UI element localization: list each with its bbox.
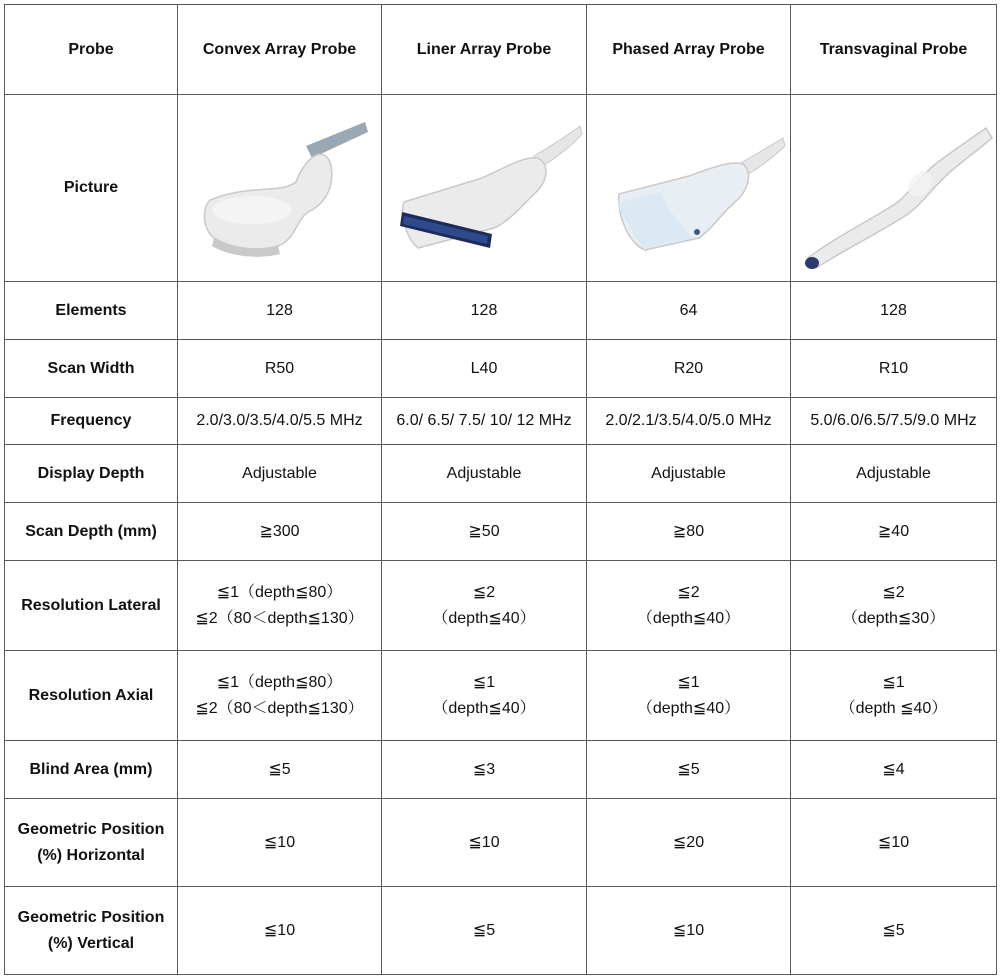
cell-value-line: ≦20 xyxy=(672,833,705,851)
header-row xyxy=(5,5,997,95)
cell-value-line: L40 xyxy=(470,359,498,377)
cell-value-line: R10 xyxy=(878,359,909,377)
cell-elements-transvaginal xyxy=(791,282,997,340)
row-label-line: Geometric Position xyxy=(17,820,165,838)
cell-blind-area-mm-transvaginal xyxy=(791,741,997,799)
picture-row-label: Picture xyxy=(5,95,178,282)
row-label-scan-depth-mm xyxy=(5,503,178,561)
picture-cell-phased xyxy=(587,95,791,282)
cell-value-line: ≧40 xyxy=(877,522,910,540)
cell-value-line: 64 xyxy=(679,301,698,319)
header-transvaginal-probe: Transvaginal Probe xyxy=(791,5,997,95)
cell-value-line: ≦5 xyxy=(677,760,700,778)
row-label-line: Scan Width xyxy=(47,359,135,377)
cell-display-depth-linear xyxy=(382,445,587,503)
header-convex-array-probe: Convex Array Probe xyxy=(178,5,382,95)
row-label-line: Resolution Lateral xyxy=(21,596,161,614)
cell-geometric-position-vertical-transvaginal xyxy=(791,887,997,975)
row-label-line: Display Depth xyxy=(37,464,145,482)
cell-value-line: ≦3 xyxy=(472,760,496,778)
cell-value-line: ≦1 xyxy=(882,673,905,691)
row-label-line: Geometric Position xyxy=(17,908,165,926)
cell-value-line: R50 xyxy=(264,359,295,377)
cell-scan-width-phased xyxy=(587,340,791,398)
cell-geometric-position-horizontal-linear xyxy=(382,799,587,887)
cell-scan-width-linear xyxy=(382,340,587,398)
cell-value-line: 128 xyxy=(470,301,498,319)
cell-value-line: ≦1 xyxy=(472,673,496,691)
cell-display-depth-convex xyxy=(178,445,382,503)
cell-display-depth-transvaginal xyxy=(791,445,997,503)
picture-row xyxy=(5,95,997,282)
cell-value-line: ≧300 xyxy=(259,522,300,540)
cell-elements-linear xyxy=(382,282,587,340)
row-label-geometric-position-vertical xyxy=(5,887,178,975)
row-scan-depth-mm xyxy=(5,503,997,561)
cell-value-line: ≦1（depth≦80） xyxy=(216,583,343,601)
cell-value-line: ≦2 xyxy=(882,583,905,601)
row-label-line: (%) Horizontal xyxy=(37,846,145,864)
cell-display-depth-phased xyxy=(587,445,791,503)
cell-blind-area-mm-convex xyxy=(178,741,382,799)
probe-spec-table xyxy=(4,4,997,975)
cell-value-line: ≦2（80＜depth≦130） xyxy=(195,699,364,717)
row-label-elements xyxy=(5,282,178,340)
cell-value-line: 2.0/2.1/3.5/4.0/5.0 MHz xyxy=(605,412,772,429)
cell-value-line: ≦2 xyxy=(472,583,496,601)
cell-value-line: ≧80 xyxy=(672,522,705,540)
cell-geometric-position-vertical-linear xyxy=(382,887,587,975)
cell-value-line: ≦1 xyxy=(677,673,700,691)
cell-resolution-lateral-linear xyxy=(382,561,587,651)
cell-value-line: ≦5 xyxy=(882,921,905,939)
cell-value-line: Adjustable xyxy=(446,464,522,482)
cell-elements-convex xyxy=(178,282,382,340)
cell-resolution-axial-convex xyxy=(178,651,382,741)
cell-value-line: 128 xyxy=(266,301,293,319)
cell-geometric-position-vertical-convex xyxy=(178,887,382,975)
cell-scan-depth-mm-convex xyxy=(178,503,382,561)
cell-value-line: 6.0/ 6.5/ 7.5/ 10/ 12 MHz xyxy=(396,412,572,429)
cell-value-line: Adjustable xyxy=(856,464,931,482)
cell-value-line: 2.0/3.0/3.5/4.0/5.5 MHz xyxy=(196,412,363,429)
cell-value-line: ≦10 xyxy=(877,833,910,851)
row-label-line: Scan Depth (mm) xyxy=(25,522,157,540)
cell-value-line: ≦10 xyxy=(263,833,296,851)
header-probe-label: Probe xyxy=(5,5,178,95)
transvaginal-probe-image xyxy=(794,98,994,278)
row-label-resolution-lateral xyxy=(5,561,178,651)
cell-resolution-lateral-convex xyxy=(178,561,382,651)
cell-value-line: ≦2 xyxy=(677,583,700,601)
cell-geometric-position-horizontal-transvaginal xyxy=(791,799,997,887)
cell-value-line: ≦4 xyxy=(882,760,905,778)
cell-resolution-lateral-transvaginal xyxy=(791,561,997,651)
cell-blind-area-mm-phased xyxy=(587,741,791,799)
cell-scan-width-transvaginal xyxy=(791,340,997,398)
cell-scan-depth-mm-linear xyxy=(382,503,587,561)
row-elements xyxy=(5,282,997,340)
linear-probe-image xyxy=(384,98,584,278)
picture-cell-linear xyxy=(382,95,587,282)
cell-value-line: R20 xyxy=(673,359,704,377)
cell-resolution-axial-phased xyxy=(587,651,791,741)
cell-value-line: Adjustable xyxy=(242,464,317,482)
cell-value-line: ≦1（depth≦80） xyxy=(216,673,343,691)
row-geometric-position-horizontal xyxy=(5,799,997,887)
cell-value-line: （depth ≦40） xyxy=(839,699,948,717)
cell-blind-area-mm-linear xyxy=(382,741,587,799)
cell-frequency-phased xyxy=(587,398,791,445)
picture-cell-transvaginal xyxy=(791,95,997,282)
cell-value-line: ≦5 xyxy=(268,760,291,778)
convex-probe-image xyxy=(180,98,380,278)
row-label-line: Frequency xyxy=(50,412,132,429)
cell-resolution-lateral-phased xyxy=(587,561,791,651)
phased-probe-image xyxy=(589,98,789,278)
cell-scan-width-convex xyxy=(178,340,382,398)
cell-geometric-position-horizontal-phased xyxy=(587,799,791,887)
row-label-resolution-axial xyxy=(5,651,178,741)
cell-value-line: Adjustable xyxy=(651,464,726,482)
cell-value-line: （depth≦30） xyxy=(841,609,946,627)
cell-value-line: 5.0/6.0/6.5/7.5/9.0 MHz xyxy=(810,412,977,429)
cell-value-line: ≦2（80＜depth≦130） xyxy=(195,609,364,627)
cell-value-line: （depth≦40） xyxy=(636,609,741,627)
cell-frequency-convex xyxy=(178,398,382,445)
row-label-line: Elements xyxy=(55,301,127,319)
row-label-blind-area-mm xyxy=(5,741,178,799)
header-phased-array-probe: Phased Array Probe xyxy=(587,5,791,95)
row-label-display-depth xyxy=(5,445,178,503)
row-blind-area-mm xyxy=(5,741,997,799)
row-resolution-axial xyxy=(5,651,997,741)
row-label-line: Blind Area (mm) xyxy=(29,760,153,778)
cell-value-line: ≦10 xyxy=(672,921,705,939)
cell-scan-depth-mm-phased xyxy=(587,503,791,561)
cell-value-line: ≦10 xyxy=(468,833,500,851)
cell-frequency-linear xyxy=(382,398,587,445)
cell-value-line: ≧50 xyxy=(468,522,500,540)
row-geometric-position-vertical xyxy=(5,887,997,975)
cell-value-line: （depth≦40） xyxy=(432,699,536,717)
row-label-geometric-position-horizontal xyxy=(5,799,178,887)
cell-frequency-transvaginal xyxy=(791,398,997,445)
cell-resolution-axial-transvaginal xyxy=(791,651,997,741)
cell-geometric-position-vertical-phased xyxy=(587,887,791,975)
cell-value-line: ≦10 xyxy=(263,921,296,939)
row-display-depth xyxy=(5,445,997,503)
cell-value-line: （depth≦40） xyxy=(636,699,741,717)
cell-scan-depth-mm-transvaginal xyxy=(791,503,997,561)
picture-cell-convex xyxy=(178,95,382,282)
cell-elements-phased xyxy=(587,282,791,340)
row-label-line: (%) Vertical xyxy=(47,934,135,952)
row-label-frequency xyxy=(5,398,178,445)
cell-value-line: （depth≦40） xyxy=(432,609,536,627)
row-frequency xyxy=(5,398,997,445)
row-resolution-lateral xyxy=(5,561,997,651)
cell-value-line: 128 xyxy=(880,301,907,319)
row-label-line: Resolution Axial xyxy=(28,686,154,704)
cell-geometric-position-horizontal-convex xyxy=(178,799,382,887)
row-label-scan-width xyxy=(5,340,178,398)
cell-value-line: ≦5 xyxy=(472,921,496,939)
cell-resolution-axial-linear xyxy=(382,651,587,741)
row-scan-width xyxy=(5,340,997,398)
header-liner-array-probe: Liner Array Probe xyxy=(382,5,587,95)
